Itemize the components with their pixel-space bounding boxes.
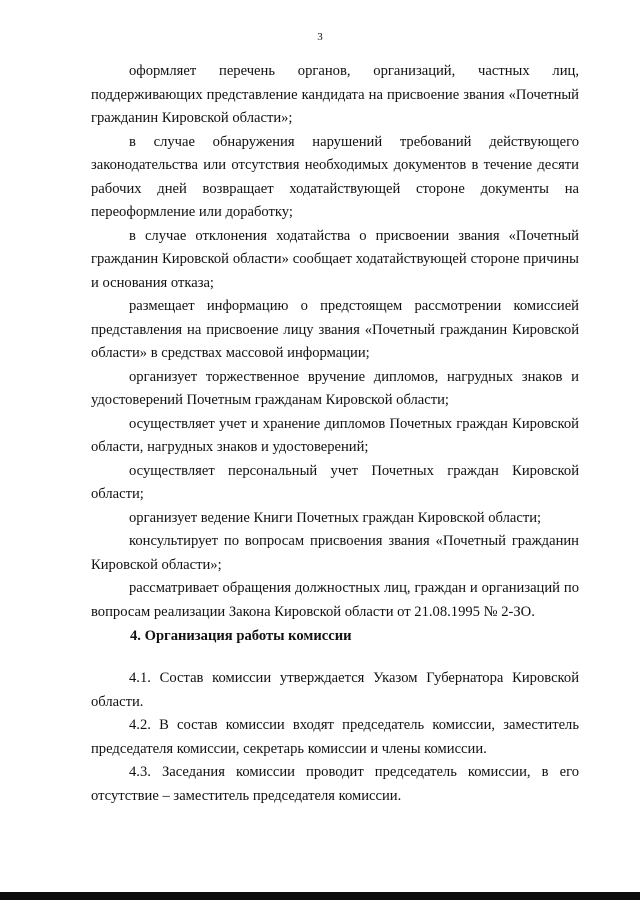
section-paragraph: 4.3. Заседания комиссии проводит председатель комиссии, в его отсутствие – заместитель председателя комиссии. <box>91 764 579 804</box>
scan-edge-bar <box>0 892 640 900</box>
page-number: 3 <box>317 31 323 43</box>
section-body <box>91 667 579 808</box>
list-item: оформляет перечень органов, организаций, частных лиц, поддерживающих представление кандидата на присвоение звания «Почетный гражданин Кировской области»; <box>91 63 579 126</box>
list-item: осуществляет персональный учет Почетных граждан Кировской области; <box>91 462 579 502</box>
section-heading: 4. Организация работы комиссии <box>130 628 352 644</box>
list-item: рассматривает обращения должностных лиц, граждан и организаций по вопросам реализации Закона Кировской области от 21.08.1995 № 2-ЗО. <box>91 580 579 620</box>
section-paragraph: 4.2. В состав комиссии входят председатель комиссии, заместитель председателя комиссии, секретарь комиссии и члены комиссии. <box>91 717 579 757</box>
section-paragraph: 4.1. Состав комиссии утверждается Указом Губернатора Кировской области. <box>91 670 579 710</box>
duties-list <box>91 60 579 624</box>
list-item: организует торжественное вручение дипломов, нагрудных знаков и удостоверений Почетным гражданам Кировской области; <box>91 368 579 408</box>
list-item: размещает информацию о предстоящем рассмотрении комиссией представления на присвоение лицу звания «Почетный гражданин Кировской области» в средствах массовой информации; <box>91 298 579 361</box>
list-item: консультирует по вопросам присвоения звания «Почетный гражданин Кировской области»; <box>91 533 579 573</box>
list-item: в случае обнаружения нарушений требований действующего законодательства или отсутствия необходимых документов в течение десяти рабочих дней возвращает ходатайствующей стороне документы на переоформление или доработку; <box>91 133 579 220</box>
list-item: в случае отклонения ходатайства о присвоении звания «Почетный гражданин Кировской области» сообщает ходатайствующей стороне причины и основания отказа; <box>91 227 579 291</box>
list-item: осуществляет учет и хранение дипломов Почетных граждан Кировской области, нагрудных знаков и удостоверений; <box>91 415 579 455</box>
list-item: организует ведение Книги Почетных граждан Кировской области; <box>129 509 542 526</box>
